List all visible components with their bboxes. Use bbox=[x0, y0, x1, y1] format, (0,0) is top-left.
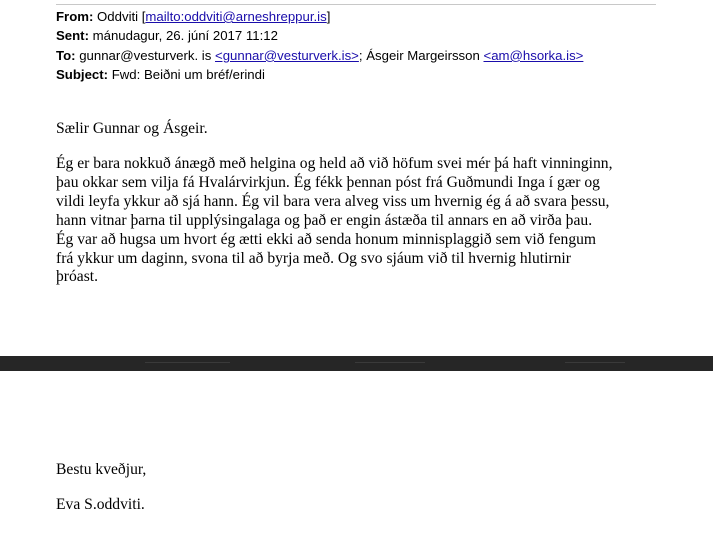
subject-label: Subject: bbox=[56, 67, 109, 83]
email-header bbox=[56, 7, 696, 85]
sent-row bbox=[56, 26, 696, 45]
paragraph-line: hann vitnar þarna til upplýsingalaga og það er engin ástæða til annars en að virða þau. bbox=[56, 211, 593, 229]
to-first-recipient: gunnar@vesturverk. is bbox=[79, 47, 212, 63]
header-top-rule bbox=[56, 4, 656, 5]
signature: Eva S.oddviti. bbox=[56, 496, 145, 513]
to-row: To: gunnar@vesturverk. is <gunnar@vesturverk.is>; Ásgeir Margeirsson <am@hsorka.is> bbox=[56, 47, 584, 63]
paragraph-line: frá ykkur um daginn, svona til að byrja með. Og svo sjáum við til hvernig hlutirnir bbox=[56, 249, 571, 267]
to-second-link[interactable]: <am@hsorka.is> bbox=[483, 47, 584, 63]
to-first-link[interactable]: <gunnar@vesturverk.is> bbox=[215, 47, 359, 63]
subject-row bbox=[56, 65, 696, 84]
paragraph-line: þau okkar sem vilja fá Hvalárvirkjun. Ég fékk þennan póst frá Guðmundi Inga í gær og bbox=[56, 173, 600, 191]
sent-label: Sent: bbox=[56, 28, 89, 44]
page-break-band bbox=[0, 356, 713, 371]
paragraph-line: Ég var að hugsa um hvort ég ætti ekki að senda honum minnisplaggið sem við fengum bbox=[56, 230, 597, 248]
paragraph-line: vildi leyfa ykkur að sjá hann. Ég vil bara vera alveg viss um hvernig ég á að svara þessu, bbox=[56, 192, 610, 210]
closing: Bestu kveðjur, bbox=[56, 461, 147, 478]
to-second-recipient: Ásgeir Margeirsson bbox=[366, 47, 480, 63]
to-label: To: bbox=[56, 47, 76, 63]
band-mark bbox=[145, 362, 230, 363]
band-mark bbox=[565, 362, 625, 363]
greeting: Sælir Gunnar og Ásgeir. bbox=[56, 120, 208, 137]
paragraph-line: Ég er bara nokkuð ánægð með helgina og held að við höfum svei mér þá haft vinninginn, bbox=[56, 155, 613, 172]
subject-value: Fwd: Beiðni um bréf/erindi bbox=[111, 67, 265, 83]
message-paragraph bbox=[56, 155, 676, 287]
from-row: From: Oddviti [mailto:oddviti@arneshreppur.is] bbox=[56, 9, 331, 24]
from-mailto-link[interactable]: mailto:oddviti@arneshreppur.is bbox=[145, 9, 327, 24]
sent-value: mánudagur, 26. júní 2017 11:12 bbox=[92, 28, 278, 44]
from-label: From: bbox=[56, 9, 94, 24]
paragraph-line: þróast. bbox=[56, 268, 99, 286]
band-mark bbox=[355, 362, 425, 363]
from-name: Oddviti bbox=[97, 9, 139, 24]
